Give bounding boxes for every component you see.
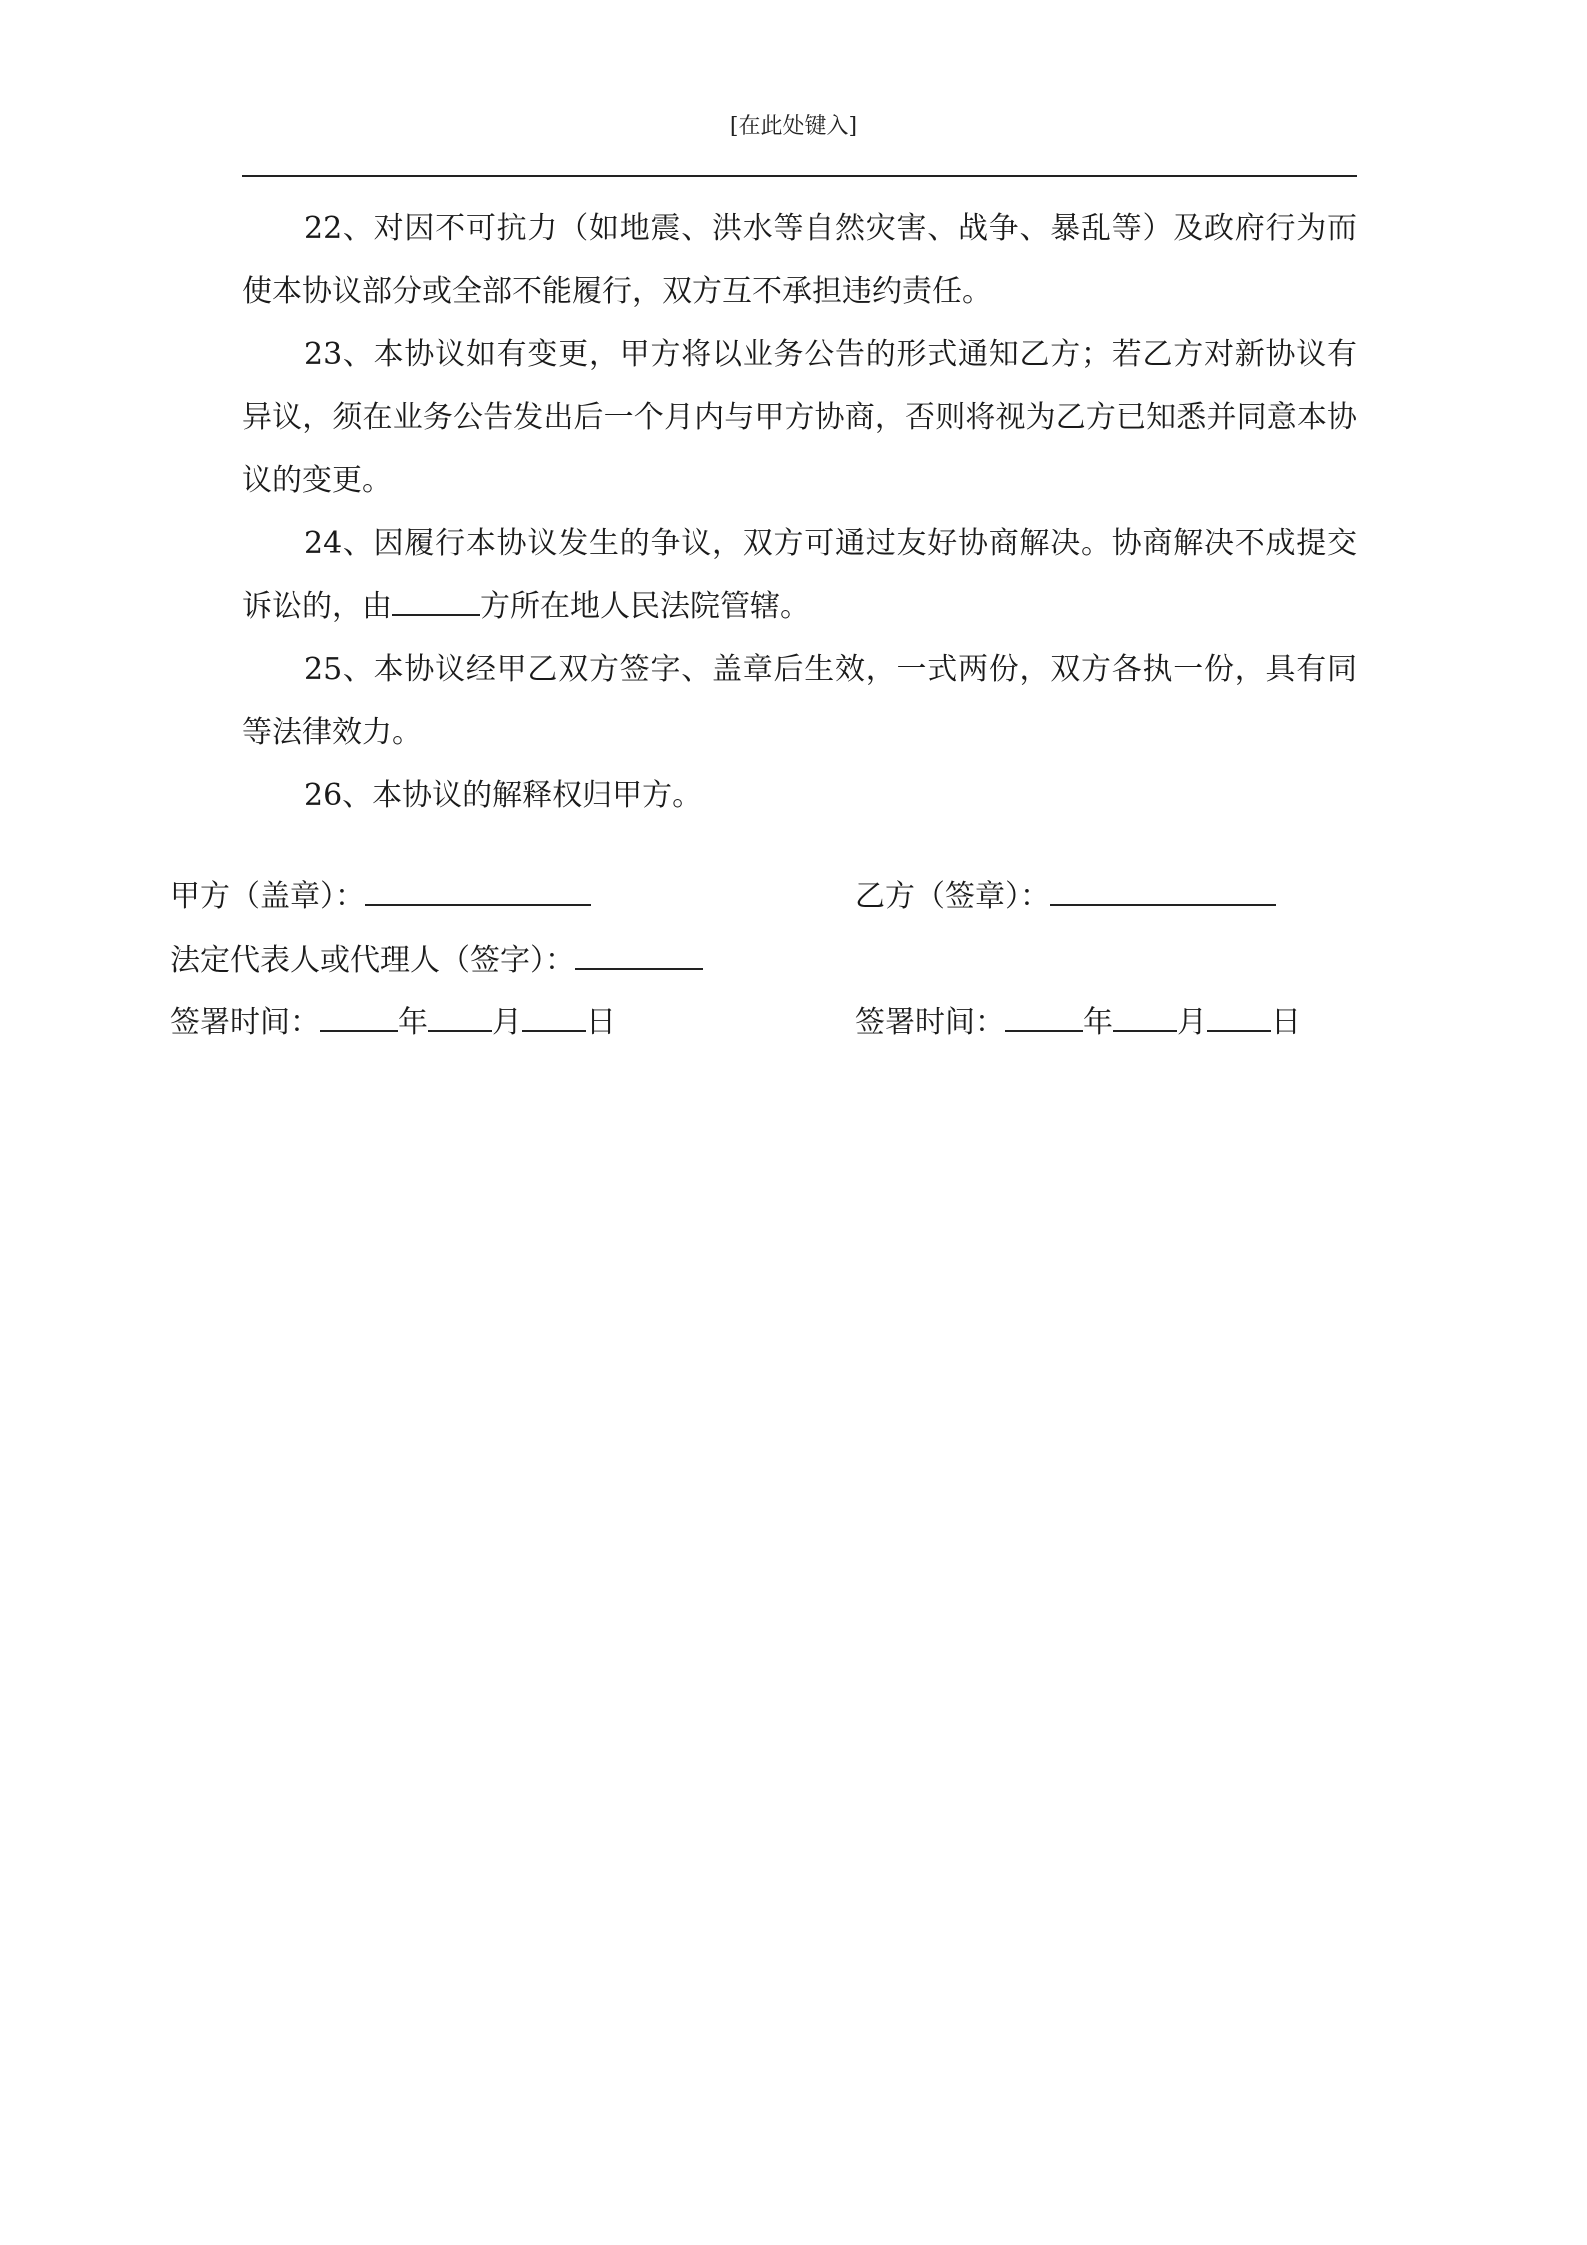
- document-body: [242, 197, 1357, 827]
- clause-24-text-after: 方所在地人民法院管辖。: [480, 589, 810, 624]
- party-b-sign-time-label: 签署时间：: [855, 1005, 1005, 1040]
- party-a-month-blank[interactable]: [428, 1000, 492, 1032]
- party-a-year-blank[interactable]: [320, 1000, 398, 1032]
- clause-24: [242, 512, 1357, 638]
- clause-25: 25、本协议经甲乙双方签字、盖章后生效，一式两份，双方各执一份，具有同等法律效力。: [242, 652, 1357, 750]
- party-a-year-label: 年: [398, 1005, 428, 1040]
- representative-label: 法定代表人或代理人（签字）：: [170, 943, 575, 978]
- party-a-month-label: 月: [492, 1005, 522, 1040]
- party-b-month-blank[interactable]: [1113, 1000, 1177, 1032]
- party-b-seal-label: 乙方（签章）：: [855, 879, 1050, 914]
- party-b-seal-blank[interactable]: [1050, 874, 1276, 906]
- party-b-seal-row: [855, 874, 1276, 917]
- party-b-day-label: 日: [1271, 1005, 1301, 1040]
- header-divider: [242, 175, 1357, 177]
- party-b-year-blank[interactable]: [1005, 1000, 1083, 1032]
- party-a-sign-time-label: 签署时间：: [170, 1005, 320, 1040]
- party-b-sign-time-row: [855, 1000, 1301, 1043]
- clause-24-text-before: 24、因履行本协议发生的争议，双方可通过友好协商解决。协商解决不成提交诉讼的，由: [242, 526, 1357, 624]
- party-b-day-blank[interactable]: [1207, 1000, 1271, 1032]
- clause-22: 22、对因不可抗力（如地震、洪水等自然灾害、战争、暴乱等）及政府行为而使本协议部分或全部不能履行，双方互不承担违约责任。: [242, 211, 1357, 309]
- party-b-year-label: 年: [1083, 1005, 1113, 1040]
- party-b-month-label: 月: [1177, 1005, 1207, 1040]
- party-a-seal-blank[interactable]: [365, 874, 591, 906]
- party-a-sign-time-row: [170, 1000, 616, 1043]
- page-header: [在此处键入]: [729, 114, 858, 139]
- representative-row: [170, 938, 703, 981]
- party-a-day-label: 日: [586, 1005, 616, 1040]
- representative-signature-blank[interactable]: [575, 938, 703, 970]
- clause-26: 26、本协议的解释权归甲方。: [304, 778, 703, 813]
- clause-23: 23、本协议如有变更，甲方将以业务公告的形式通知乙方；若乙方对新协议有异议，须在业务公告发出后一个月内与甲方协商，否则将视为乙方已知悉并同意本协议的变更。: [242, 337, 1357, 498]
- party-a-seal-label: 甲方（盖章）：: [170, 879, 365, 914]
- jurisdiction-party-blank[interactable]: [392, 584, 480, 616]
- party-a-seal-row: [170, 874, 591, 917]
- party-a-day-blank[interactable]: [522, 1000, 586, 1032]
